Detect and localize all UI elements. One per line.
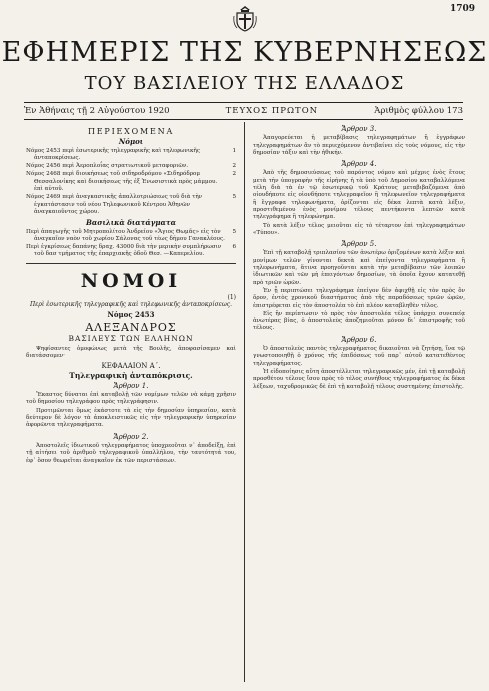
divider — [24, 119, 463, 120]
article-paragraph: Ὁ ἀποστολεὺς παντὸς τηλεγραφήματος δικαιοῦται νὰ ζητήσῃ, ἵνα τῷ γνωστοποιηθῇ ὁ χρόνος τῆς ἐπιδόσεως τοῦ παρ᾿ αὐτοῦ κατατεθέντος τηλεγραφήματος. — [253, 346, 465, 367]
chapter-heading: ΚΕΦΑΛΑΙΟΝ Α΄. — [101, 362, 161, 371]
article-paragraph: Ἀποστολεῖς ἰδιωτικοῦ τηλεγραφήματος ὑποχρεοῦται ν᾿ ἀποδείξῃ, ἐπὶ τῇ αἰτήσει τοῦ ἀριθμοῦ τηλεγραφικοῦ ὑπαλλήλου, τὴν ταυτότητά του, ἐφ᾿ ὅσον θεωρεῖται ἀναγκαῖον ἐκ τῶν περιστάσεων. — [26, 442, 236, 464]
article-paragraph: Τὸ κατὰ λέξιν τέλος μειοῦται εἰς τὸ τέταρτον ἐπὶ τηλεγραφημάτων «Τύπου». — [253, 222, 465, 236]
toc-entry: Περὶ ἐγκρίσεως δαπάνης δραχ. 43000 διὰ τὴν μερικὴν συμπλήρωσιν τοῦ δασ τμήματος τῆς ἐπαρχιακῆς ὁδοῦ Θεσ. —Καπερελίου. 6 — [26, 244, 236, 258]
issue-volume: ΤΕΥΧΟΣ ΠΡΩΤΟΝ — [225, 106, 319, 116]
toc-entry: Νόμος 2469 περὶ ἀναγκαστικῆς ἀπαλλοτριώσεως τοῦ διὰ τὴν ἐγκατάστασιν τοῦ νέου Τηλεφωνικοῦ Κέντρου Ἀθηνῶν ἀναγκαιοῦντος χώρου. 5 — [26, 194, 236, 215]
issue-date: Ἐν Ἀθήναις τῇ 2 Αὐγούστου 1920 — [24, 106, 170, 116]
toc-entry: Νόμος 2468 περὶ διοικήσεως τοῦ σιδηροδρόμου «Σιδηρόδρομ Θεσσαλονίκης καὶ διοικήσεως τῆς ἐξ Ἐνωσιστικὰ πρὸς μάμμου. ἐπὶ αὐτοῦ. 2 — [26, 171, 236, 193]
chapter-title: Τηλεγραφικὴ ἀνταπόκρισις. — [69, 370, 193, 380]
article-paragraph: Ἀπὸ τῆς δημοσιεύσεως τοῦ παρόντος νόμου καὶ μέχρις ἐνὸς ἔτους μετὰ τὴν ὑπογραφὴν τῆς εἰρήνης ἡ τὰ ὑπὸ τοῦ Δημοσίου καταβαλλόμενα τέλη διὰ τὰ ἐν τῷ ἐσωτερικῷ τοῦ Κράτους μεταβιβαζόμενα ἀπὸ οἱουδήποτε εἰς οἱονδήποτε τηλεγραφεῖον ἢ τηλεφωνεῖον τηλεγραφήματα ἢ ἔγγραφα τηλεφωνήματα, ὁρίζονται εἰς δέκα λεπτὰ κατὰ λέξιν, προστιθεμένου ἑνὸς μονίμου τέλους πεντήκοντα λεπτῶν κατὰ τηλεγράφημα ἢ τηλεφώνημα. — [253, 170, 465, 221]
page-number: 1709 — [449, 4, 475, 14]
article-heading: Ἄρθρον 1. — [113, 381, 149, 390]
article-paragraph: Ἕκαστος δύναται ἐπὶ καταβολῇ τῶν νομίμων τελῶν νὰ κάμῃ χρῆσιν τοῦ δημοσίου τηλεγράφου πρὸς τηλεγράφησιν. — [26, 392, 236, 406]
left-column — [26, 124, 236, 466]
contents-heading: ΠΕΡΙΕΧΟΜΕΝΑ — [87, 127, 175, 136]
king-title: ΒΑΣΙΛΕΥΣ ΤΩΝ ΕΛΛΗΝΩΝ — [68, 334, 194, 344]
article-heading: Ἄρθρον 6. — [341, 335, 377, 344]
article-paragraph: Ἡ εἰδοποίησις αὕτη ἀποστέλλεται τηλεγραφικῶς μέν, ἐπὶ τῇ καταβολῇ προσθέτου τέλους ἴσου πρὸς τὸ τέλος συνήθους τηλεγραφήματος ἐκ δέκα λέξεων, ταχυδρομικῶς δὲ ἐπὶ τῇ καταβολῇ τέλους συστημένης ἐπιστολῆς. — [253, 368, 465, 390]
dateline — [24, 104, 463, 118]
column-divider — [244, 122, 245, 682]
preamble: Ψηφίσαντες ὁμοφώνως μετὰ τῆς Βουλῆς, ἀποφασίσαμεν καὶ διατάσσομεν· — [26, 345, 236, 359]
law-title: Περὶ ἐσωτερικῆς τηλεγραφικῆς καὶ τηλεφωνικῆς ἀνταποκρίσεως. — [29, 300, 233, 308]
toc-entry: Περὶ ἀπαγωγῆς τοῦ Μητροπολίτου Ἀνδρείου «Ἅγιος Θωμᾶς» εἰς τὸν ἀναγκαῖον ναὸν τοῦ χωρίου Σάλονας τοῦ τέως δήμου Γανακλέους. 5 — [26, 228, 236, 242]
right-column — [253, 124, 465, 392]
article-paragraph: Προτιμῶνται ὅμως ἑκάστοτε τὰ εἰς τὴν δημοσίαν ὑπηρεσίαν, κατὰ δεύτερον δὲ λόγον τὰ ἀποκλειστικῶς εἰς τὴν τηλεγραφικὴν ὑπηρεσίαν ἀφορῶντα τηλεγραφήματα. — [26, 407, 236, 429]
article-heading: Ἄρθρον 5. — [341, 240, 377, 249]
footnote-mark: (1) — [227, 293, 236, 301]
laws-section-heading: ΝΟΜΟΙ — [80, 269, 182, 292]
article-heading: Ἄρθρον 2. — [113, 432, 149, 441]
article-heading: Ἄρθρον 3. — [341, 125, 377, 133]
article-paragraph: Ἐν ᾗ περιπτώσει τηλεγράφημα ἐπείγον δὲν ἀφιχθῇ εἰς τὸν πρὸς ὃν ὅρον, ἐντὸς χρονικοῦ διαστήματος ἀπὸ τῆς παραδόσεως τριῶν ὡρῶν, ἐπιστρέφεται εἰς τὸν ἀποστολέα τὸ ἐπὶ πλέον καταβληθὲν τέλος. — [253, 287, 465, 309]
laws-heading: Νόμοι — [118, 137, 144, 147]
law-number: Νόμος 2453 — [107, 310, 155, 320]
divider — [26, 263, 236, 264]
gazette-title: ΕΦΗΜΕΡΙΣ ΤΗΣ ΚΥΒΕΡΝΗΣΕΩΣ — [1, 37, 488, 68]
gazette-subtitle: ΤΟΥ ΒΑΣΙΛΕΙΟΥ ΤΗΣ ΕΛΛΑΔΟΣ — [84, 73, 405, 94]
king-name: ΑΛΕΞΑΝΔΡΟΣ — [85, 321, 177, 335]
sheet-number: Ἀριθμὸς φύλλου 173 — [374, 106, 463, 116]
divider — [24, 102, 463, 103]
royal-crest-icon — [232, 4, 258, 32]
article-heading: Ἄρθρον 4. — [341, 160, 377, 169]
article-paragraph: Ἀπαγορεύεται ἡ μεταβίβασις τηλεγραφημάτων ἢ ἐγγράφων τηλεγραφημάτων ἂν τὸ περιεχόμενον ἀντιβαίνει εἰς τοὺς νόμους, εἰς τὴν δημοσίαν τάξιν καὶ τὴν ἠθικήν. — [253, 135, 465, 156]
article-paragraph: Εἰς ἣν περίπτωσιν τὸ πρὸς τὸν ἀποστολέα τέλος ὑπάρχει συνεπείᾳ ἀνωτέρας βίας, ὁ ἀποστολεὺς ἀποζημιοῦται μόνον δι᾿ ἐπιστροφῆς τοῦ τέλους. — [253, 310, 465, 332]
toc-entry: Νόμος 2453 περὶ ἐσωτερικῆς τηλεγραφικῆς καὶ τηλεφωνικῆς ἀνταποκρίσεως. 1 — [26, 147, 236, 161]
decrees-heading: Βασιλικὰ διατάγματα — [86, 218, 176, 228]
article-paragraph: Ἐπὶ τῇ καταβολῇ τριπλασίου τῶν ἀνωτέρω ὁριζομένων κατὰ λέξιν καὶ μονίμων τελῶν γίνονται δεκτὰ καὶ ἐπείγοντα τηλεγραφήματα ἢ τηλεφωνήματα, ἅτινα προηγοῦνται κατὰ τὴν μεταβίβασιν τῶν λοιπῶν ἰδιωτικῶν καὶ τῶν μὴ ἐπειγόντων δημοσίων, τὰ ὁποῖα ἔχουν κατατεθῇ πρὸ τριῶν ὡρῶν. — [253, 250, 465, 286]
toc-entry: Νόμος 2456 περὶ Ἀεροπλοΐας στρατιωτικοῦ μεταφοριῶν. 2 — [26, 163, 236, 170]
